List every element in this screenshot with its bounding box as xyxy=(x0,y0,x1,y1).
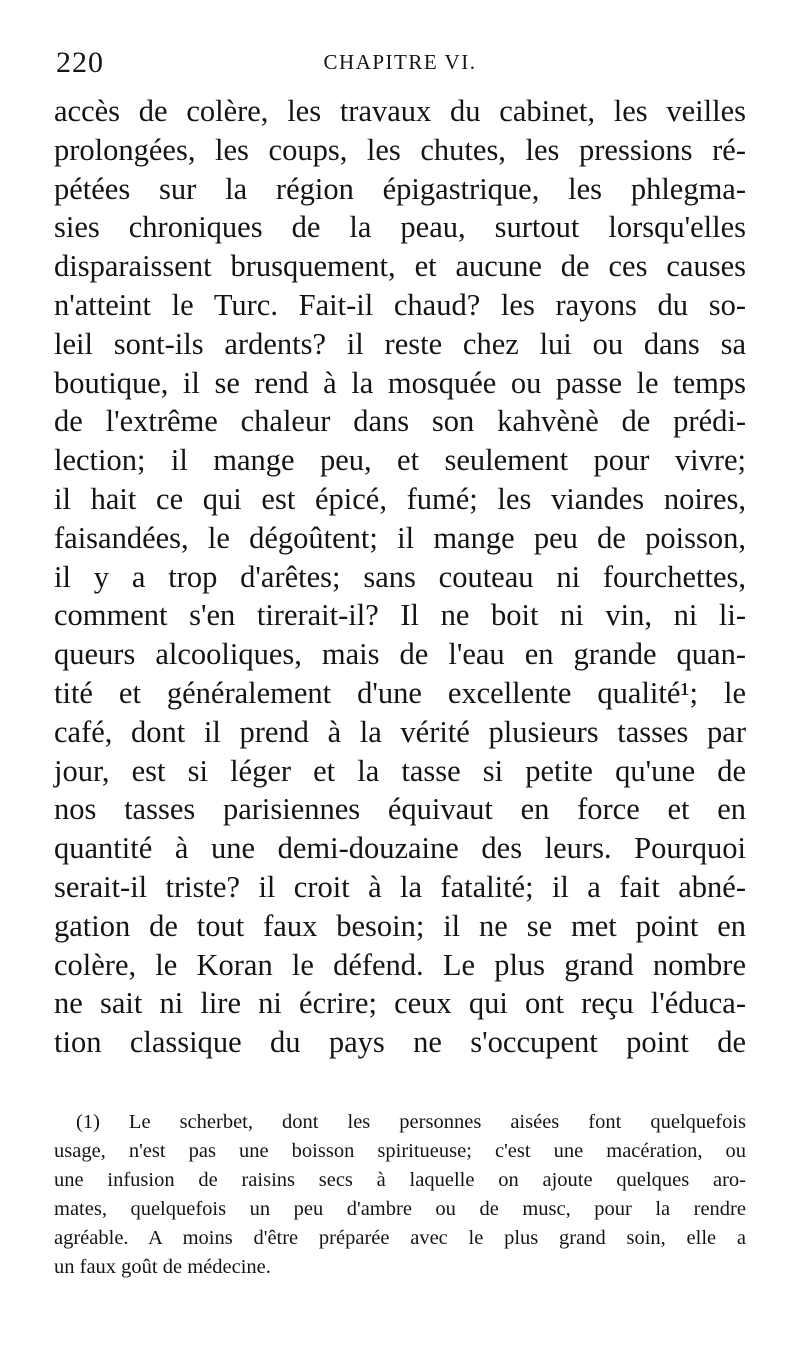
text-line: ne sait ni lire ni écrire; ceux qui ont reçu l'éduca- xyxy=(54,986,746,1021)
text-line: quantité à une demi-douzaine des leurs. Pourquoi xyxy=(54,831,746,866)
text-line: tion classique du pays ne s'occupent point de xyxy=(54,1025,746,1060)
text-line: faisandées, le dégoûtent; il mange peu de poisson, xyxy=(54,520,746,555)
text-line: jour, est si léger et la tasse si petite qu'une de xyxy=(54,753,746,788)
footnote-line: une infusion de raisins secs à laquelle on ajoute quelques aro- xyxy=(54,1169,746,1191)
footnote-line: agréable. A moins d'être préparée avec le plus grand soin, elle a xyxy=(54,1227,746,1249)
footnote-block xyxy=(54,1108,746,1282)
text-line: pétées sur la région épigastrique, les phlegma- xyxy=(54,171,746,206)
text-line: il hait ce qui est épicé, fumé; les viandes noires, xyxy=(54,481,746,516)
text-line: colère, le Koran le défend. Le plus grand nombre xyxy=(54,947,746,982)
text-line: gation de tout faux besoin; il ne se met point en xyxy=(54,908,746,943)
footnote-line: mates, quelquefois un peu d'ambre ou de musc, pour la rendre xyxy=(54,1198,746,1220)
footnote-line: un faux goût de médecine. xyxy=(54,1256,271,1278)
text-line: lection; il mange peu, et seulement pour vivre; xyxy=(54,443,746,478)
text-line: serait-il triste? il croit à la fatalité; il a fait abné- xyxy=(54,869,746,904)
text-line: comment s'en tirerait-il? Il ne boit ni vin, ni li- xyxy=(54,598,746,633)
text-line: queurs alcooliques, mais de l'eau en grande quan- xyxy=(54,637,746,672)
text-line: boutique, il se rend à la mosquée ou passe le temps xyxy=(54,365,746,400)
page-header xyxy=(56,44,744,84)
text-line: prolongées, les coups, les chutes, les pressions ré- xyxy=(54,132,746,167)
text-line: sies chroniques de la peau, surtout lorsqu'elles xyxy=(54,210,746,245)
running-head: CHAPITRE VI. xyxy=(323,50,477,74)
text-line: leil sont-ils ardents? il reste chez lui ou dans sa xyxy=(54,326,746,361)
footnote-line: (1) Le scherbet, dont les personnes aisées font quelquefois xyxy=(76,1111,746,1133)
footnote-line: usage, n'est pas une boisson spiritueuse; c'est une macération, ou xyxy=(54,1140,746,1162)
text-line: n'atteint le Turc. Fait-il chaud? les rayons du so- xyxy=(54,287,746,322)
text-line: il y a trop d'arêtes; sans couteau ni fourchettes, xyxy=(54,559,746,594)
text-line: nos tasses parisiennes équivaut en force et en xyxy=(54,792,746,827)
text-line: de l'extrême chaleur dans son kahvènè de prédi- xyxy=(54,404,746,439)
text-line: accès de colère, les travaux du cabinet, les veilles xyxy=(54,94,746,128)
text-line: disparaissent brusquement, et aucune de ces causes xyxy=(54,249,746,284)
text-line: café, dont il prend à la vérité plusieurs tasses par xyxy=(54,714,746,749)
page-number: 220 xyxy=(56,46,104,79)
body-text xyxy=(54,92,746,1062)
text-line: tité et généralement d'une excellente qualité¹; le xyxy=(54,675,746,710)
